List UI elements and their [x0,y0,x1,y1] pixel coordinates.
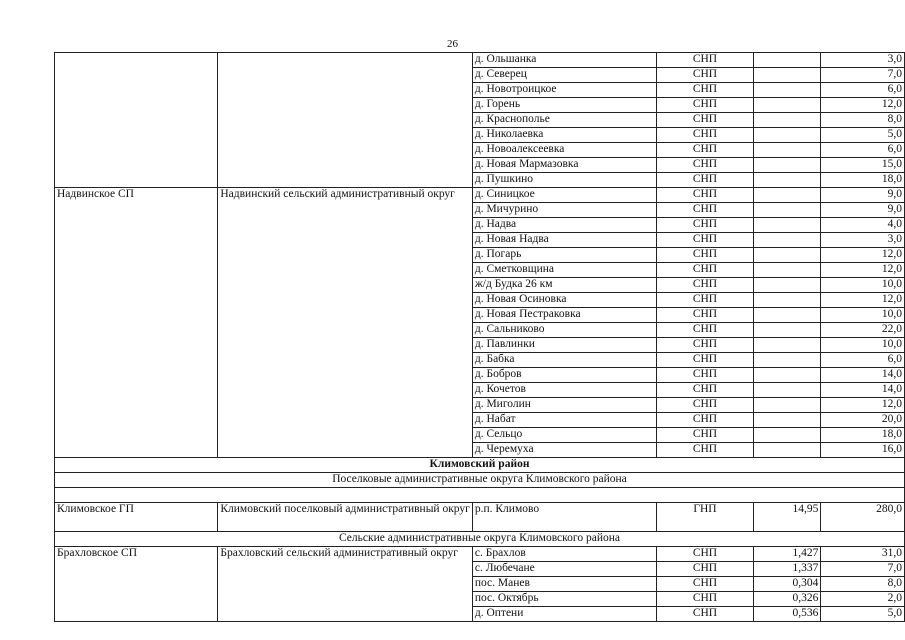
table-row [55,53,905,68]
area-cell [753,338,821,353]
value-cell: 2,0 [821,592,905,607]
place-name-cell: д. Черемуха [472,443,656,458]
place-name-cell: пос. Октябрь [472,592,656,607]
value-cell: 5,0 [821,607,905,622]
area-cell [753,53,821,68]
area-cell: 1,427 [753,547,821,562]
spacer-row [55,488,905,503]
type-cell: СНП [657,203,753,218]
value-cell: 22,0 [821,323,905,338]
value-cell: 8,0 [821,113,905,128]
area-cell [753,248,821,263]
table-row [55,547,905,562]
type-cell: СНП [657,143,753,158]
area-cell [753,308,821,323]
value-cell: 16,0 [821,443,905,458]
type-cell: СНП [657,188,753,203]
value-cell: 4,0 [821,218,905,233]
place-name-cell: с. Брахлов [472,547,656,562]
table-row [55,188,905,203]
value-cell: 20,0 [821,413,905,428]
value-cell: 14,0 [821,383,905,398]
place-name-cell: д. Северец [472,68,656,83]
okrug-cell: Климовский поселковый административный округ [218,503,473,532]
place-name-cell: д. Погарь [472,248,656,263]
area-cell [753,323,821,338]
place-name-cell: д. Мичурино [472,203,656,218]
area-cell [753,398,821,413]
place-name-cell: д. Новоалексеевка [472,143,656,158]
table-row [55,503,905,532]
value-cell: 10,0 [821,308,905,323]
area-cell [753,143,821,158]
type-cell: СНП [657,68,753,83]
type-cell: СНП [657,113,753,128]
district-title: Климовский район [55,458,905,473]
type-cell: СНП [657,218,753,233]
place-name-cell: р.п. Климово [472,503,656,532]
place-name-cell: д. Бабка [472,353,656,368]
value-cell: 10,0 [821,278,905,293]
place-name-cell: д. Новотроицкое [472,83,656,98]
type-cell: СНП [657,353,753,368]
type-cell: СНП [657,368,753,383]
settlement-cell: Климовское ГП [55,503,218,532]
section-heading-row [55,532,905,547]
value-cell: 14,0 [821,368,905,383]
area-cell [753,158,821,173]
place-name-cell: д. Набат [472,413,656,428]
area-cell [753,443,821,458]
place-name-cell: д. Новая Пестраковка [472,308,656,323]
area-cell [753,383,821,398]
value-cell: 3,0 [821,53,905,68]
type-cell: СНП [657,592,753,607]
type-cell: СНП [657,398,753,413]
place-name-cell: д. Краснополье [472,113,656,128]
place-name-cell: д. Горень [472,98,656,113]
value-cell: 6,0 [821,143,905,158]
page-number: 26 [447,38,458,50]
place-name-cell: д. Новая Мармазовка [472,158,656,173]
section-heading: Поселковые административные округа Климовского района [55,473,905,488]
okrug-cell [218,53,473,188]
area-cell [753,353,821,368]
type-cell: СНП [657,607,753,622]
area-cell [753,428,821,443]
spacer-cell [55,488,905,503]
value-cell: 15,0 [821,158,905,173]
section-heading: Сельские административные округа Климовского района [55,532,905,547]
place-name-cell: д. Ольшанка [472,53,656,68]
type-cell: СНП [657,233,753,248]
table-body [55,53,905,622]
place-name-cell: д. Оптени [472,607,656,622]
place-name-cell: д. Николаевка [472,128,656,143]
value-cell: 8,0 [821,577,905,592]
area-cell [753,203,821,218]
value-cell: 7,0 [821,68,905,83]
place-name-cell: д. Пушкино [472,173,656,188]
type-cell: СНП [657,263,753,278]
area-cell [753,128,821,143]
type-cell: СНП [657,383,753,398]
type-cell: СНП [657,547,753,562]
settlement-cell: Брахловское СП [55,547,218,622]
area-cell [753,188,821,203]
area-cell [753,83,821,98]
type-cell: СНП [657,577,753,592]
area-cell: 0,304 [753,577,821,592]
place-name-cell: д. Кочетов [472,383,656,398]
settlement-cell [55,53,218,188]
area-cell [753,263,821,278]
value-cell: 9,0 [821,203,905,218]
place-name-cell: д. Новая Осиновка [472,293,656,308]
place-name-cell: д. Бобров [472,368,656,383]
area-cell [753,368,821,383]
value-cell: 18,0 [821,173,905,188]
section-heading-row [55,473,905,488]
area-cell: 1,337 [753,562,821,577]
type-cell: СНП [657,338,753,353]
value-cell: 12,0 [821,98,905,113]
type-cell: СНП [657,443,753,458]
area-cell [753,173,821,188]
area-cell [753,413,821,428]
value-cell: 9,0 [821,188,905,203]
area-cell: 14,95 [753,503,821,532]
value-cell: 10,0 [821,338,905,353]
type-cell: СНП [657,293,753,308]
value-cell: 7,0 [821,562,905,577]
type-cell: СНП [657,248,753,263]
settlements-table [54,52,905,622]
place-name-cell: д. Павлинки [472,338,656,353]
area-cell [753,113,821,128]
value-cell: 3,0 [821,233,905,248]
area-cell [753,293,821,308]
value-cell: 12,0 [821,293,905,308]
value-cell: 6,0 [821,83,905,98]
okrug-cell: Надвинский сельский административный округ [218,188,473,458]
value-cell: 12,0 [821,263,905,278]
place-name-cell: д. Миголин [472,398,656,413]
place-name-cell: ж/д Будка 26 км [472,278,656,293]
area-cell [753,218,821,233]
value-cell: 31,0 [821,547,905,562]
place-name-cell: д. Надва [472,218,656,233]
type-cell: СНП [657,128,753,143]
area-cell: 0,326 [753,592,821,607]
value-cell: 12,0 [821,248,905,263]
type-cell: СНП [657,308,753,323]
area-cell [753,233,821,248]
place-name-cell: с. Любечане [472,562,656,577]
area-cell [753,98,821,113]
value-cell: 12,0 [821,398,905,413]
type-cell: СНП [657,173,753,188]
district-row [55,458,905,473]
area-cell [753,278,821,293]
type-cell: СНП [657,278,753,293]
type-cell: СНП [657,323,753,338]
type-cell: СНП [657,53,753,68]
settlement-cell: Надвинское СП [55,188,218,458]
type-cell: СНП [657,562,753,577]
type-cell: СНП [657,428,753,443]
okrug-cell: Брахловский сельский административный округ [218,547,473,622]
type-cell: СНП [657,98,753,113]
place-name-cell: пос. Манев [472,577,656,592]
value-cell: 6,0 [821,353,905,368]
type-cell: СНП [657,158,753,173]
area-cell: 0,536 [753,607,821,622]
place-name-cell: д. Сальниково [472,323,656,338]
place-name-cell: д. Синицкое [472,188,656,203]
place-name-cell: д. Сельцо [472,428,656,443]
value-cell: 280,0 [821,503,905,532]
type-cell: ГНП [657,503,753,532]
place-name-cell: д. Сметковщина [472,263,656,278]
type-cell: СНП [657,413,753,428]
value-cell: 18,0 [821,428,905,443]
place-name-cell: д. Новая Надва [472,233,656,248]
type-cell: СНП [657,83,753,98]
area-cell [753,68,821,83]
value-cell: 5,0 [821,128,905,143]
